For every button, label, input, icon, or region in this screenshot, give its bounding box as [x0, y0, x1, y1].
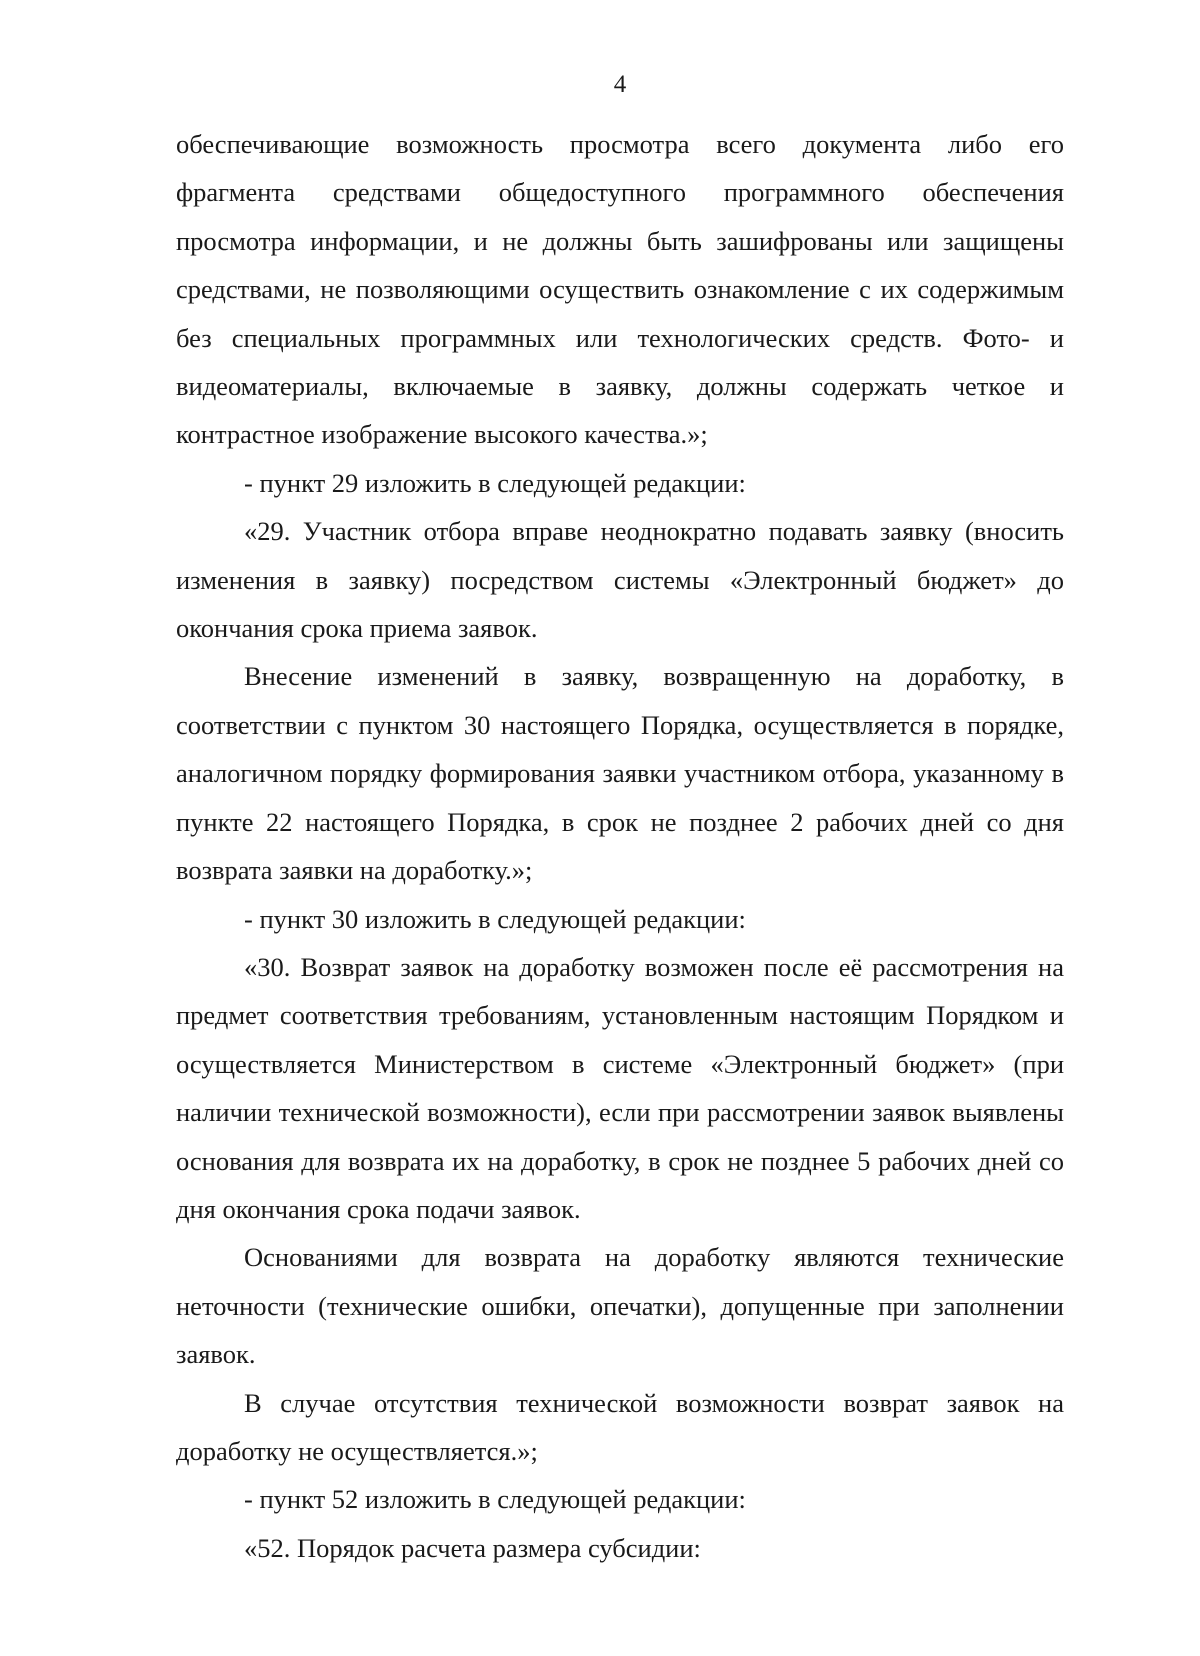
- paragraph-amendment-29-intro: - пункт 29 изложить в следующей редакции:: [244, 467, 746, 498]
- paragraph-continuation: обеспечивающие возможность просмотра всего документа либо его фрагмента средствами общедоступного программного обеспечения просмотра информации, и не должны быть зашифрованы или защищены средствами, не позволяющими осуществить ознакомление с их содержимым без специальных программных или технологических средств. Фото- и видеоматериалы, включаемые в заявку, должны содержать четкое и контрастное изображение высокого качества.»;: [176, 129, 1064, 450]
- paragraph-clause-52: «52. Порядок расчета размера субсидии:: [244, 1532, 701, 1563]
- document-body: [176, 120, 1064, 1572]
- paragraph-clause-30: «30. Возврат заявок на доработку возможен после её рассмотрения на предмет соответствия требованиям, установленным настоящим Порядком и осуществляется Министерством в системе «Электронный бюджет» (при наличии технической возможности), если при рассмотрении заявок выявлены основания для возврата их на доработку, в срок не позднее 5 рабочих дней со дня окончания срока подачи заявок.: [176, 951, 1064, 1224]
- paragraph-clause-29-changes: Внесение изменений в заявку, возвращенную на доработку, в соответствии с пунктом 30 настоящего Порядка, осуществляется в порядке, аналогичном порядку формирования заявки участником отбора, указанному в пункте 22 настоящего Порядка, в срок не позднее 2 рабочих дней со дня возврата заявки на доработку.»;: [176, 661, 1064, 886]
- paragraph-amendment-30-intro: - пункт 30 изложить в следующей редакции:: [244, 903, 746, 934]
- paragraph-amendment-52-intro: - пункт 52 изложить в следующей редакции:: [244, 1484, 746, 1515]
- paragraph-clause-30-no-return: В случае отсутствия технической возможности возврат заявок на доработку не осуществляется.»;: [176, 1387, 1064, 1466]
- paragraph-clause-29: «29. Участник отбора вправе неоднократно подавать заявку (вносить изменения в заявку) посредством системы «Электронный бюджет» до окончания срока приема заявок.: [176, 516, 1064, 644]
- paragraph-clause-30-grounds: Основаниями для возврата на доработку являются технические неточности (технические ошибки, опечатки), допущенные при заполнении заявок.: [176, 1242, 1064, 1370]
- page-number: 4: [613, 71, 627, 98]
